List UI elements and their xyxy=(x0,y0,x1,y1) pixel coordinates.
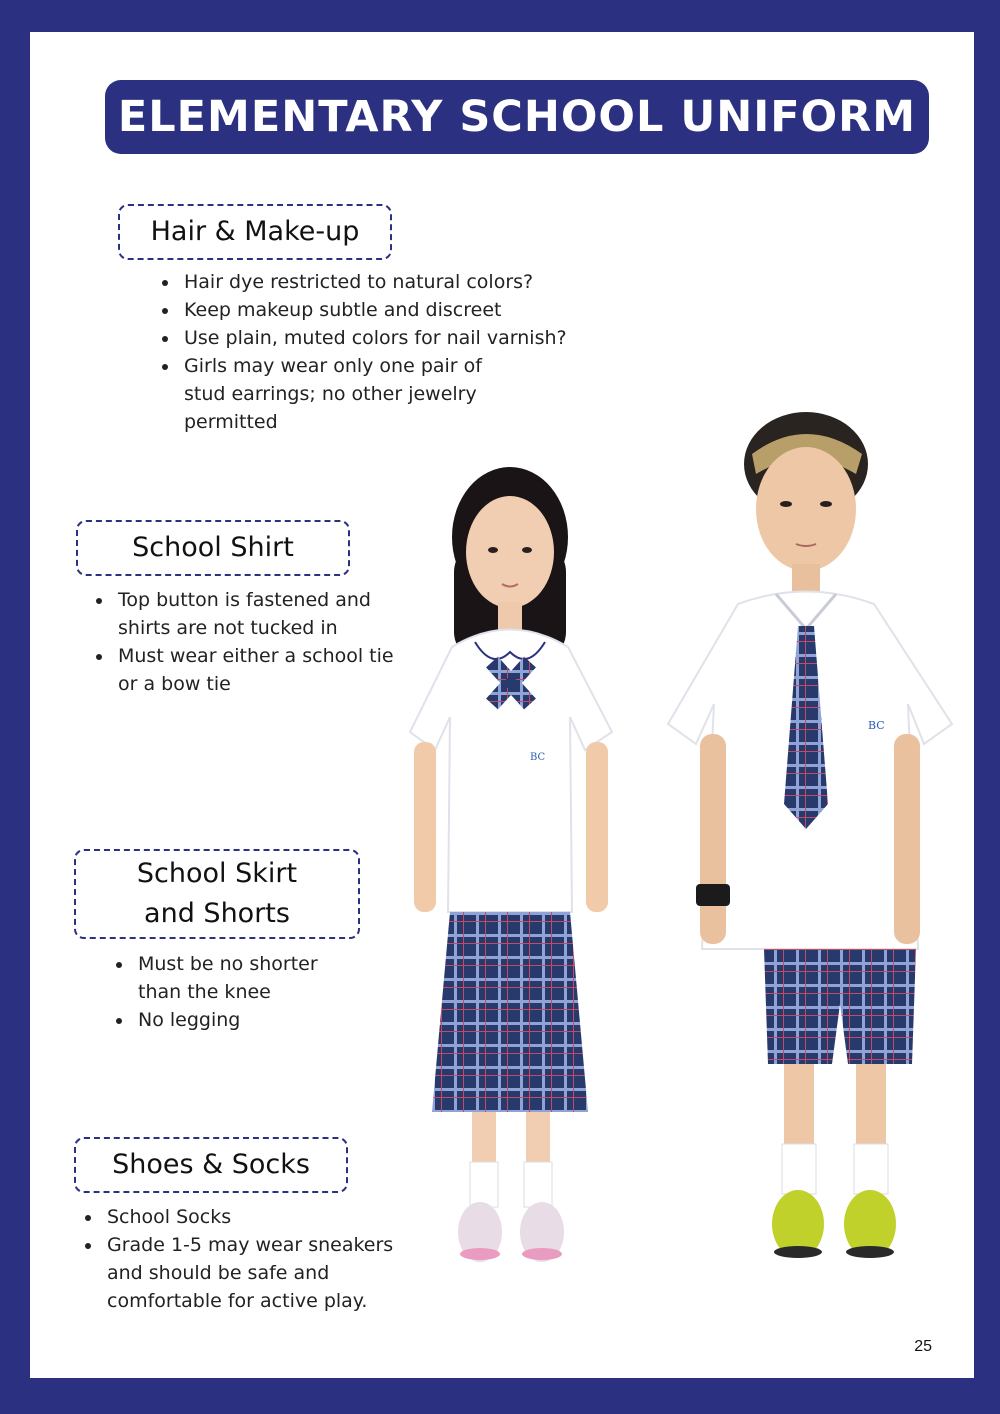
hair-makeup-heading: Hair & Make-up xyxy=(150,216,360,247)
boy-uniform-photo xyxy=(656,404,964,1264)
list-item: • Must be no shorter than the knee xyxy=(134,950,354,1006)
school-skirt-heading-line1: School Skirt xyxy=(136,858,298,889)
list-item: • Hair dye restricted to natural colors? xyxy=(180,268,600,296)
shoes-socks-list xyxy=(75,1203,423,1315)
shoes-socks-heading-box xyxy=(74,1137,348,1193)
list-item: • Use plain, muted colors for nail varnish? xyxy=(180,324,600,352)
page-title: ELEMENTARY SCHOOL UNIFORM xyxy=(117,92,917,142)
title-banner xyxy=(105,80,929,154)
school-shirt-heading-box xyxy=(76,520,350,576)
list-item: • Top button is fastened and shirts are not tucked in xyxy=(114,586,406,642)
page xyxy=(30,32,974,1378)
list-item: • No legging xyxy=(134,1006,354,1034)
list-item: • Must wear either a school tie or a bow tie xyxy=(114,642,406,698)
page-number: 25 xyxy=(914,1338,932,1355)
school-shirt-list xyxy=(86,586,406,698)
school-shirt-heading: School Shirt xyxy=(132,532,294,563)
svg-text:BC: BC xyxy=(868,719,885,732)
school-skirt-list xyxy=(106,950,354,1034)
girl-uniform-photo xyxy=(380,442,650,1262)
list-item: • Keep makeup subtle and discreet xyxy=(180,296,600,324)
hair-makeup-list xyxy=(152,268,600,436)
svg-text:BC: BC xyxy=(530,752,546,763)
list-item: • Girls may wear only one pair of stud earrings; no other jewelry permitted xyxy=(180,352,529,436)
list-item: • Grade 1-5 may wear sneakers and should be safe and comfortable for active play. xyxy=(103,1231,423,1315)
hair-makeup-heading-box xyxy=(118,204,392,260)
school-skirt-heading-line2: and Shorts xyxy=(144,898,290,929)
list-item: • School Socks xyxy=(103,1203,423,1231)
shoes-socks-heading: Shoes & Socks xyxy=(112,1149,310,1180)
school-skirt-heading-box xyxy=(74,849,360,939)
